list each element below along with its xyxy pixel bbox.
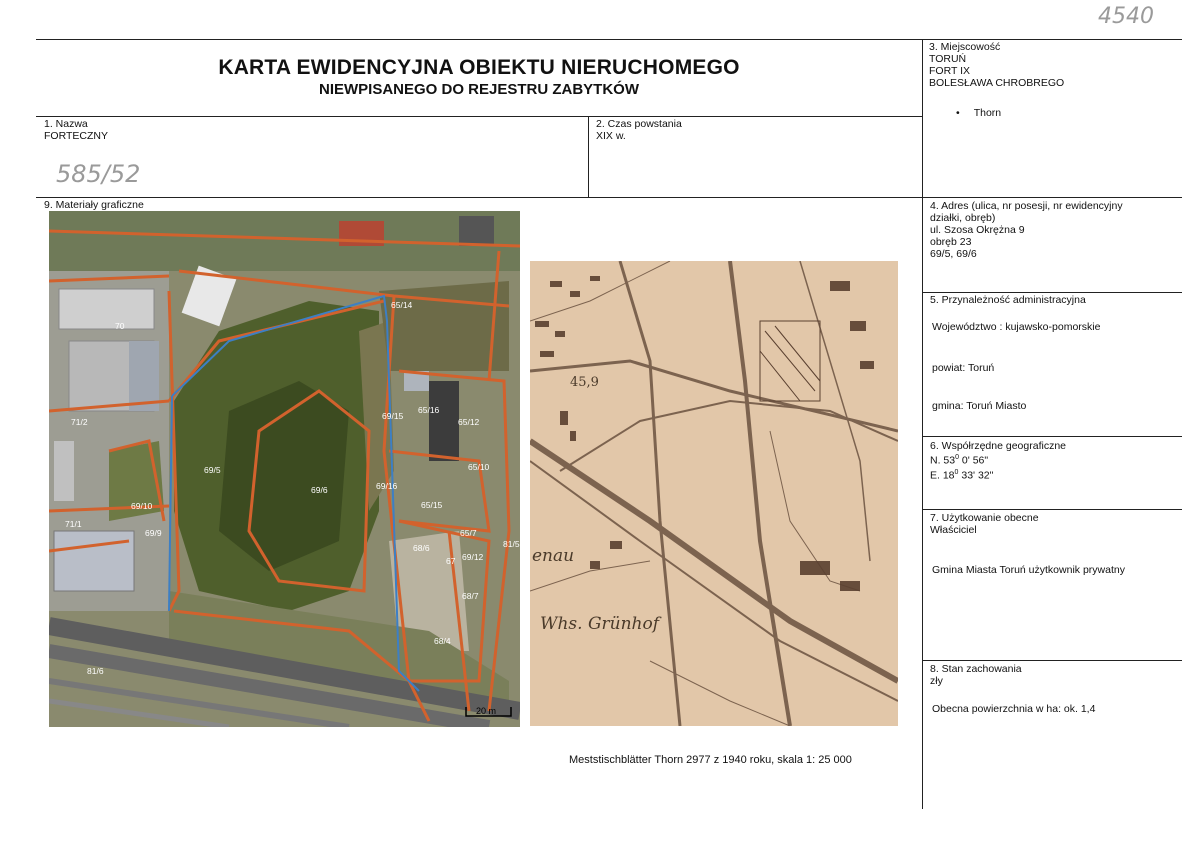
parcel-label: 69/6 [311, 485, 328, 495]
field-graphic-materials-label: 9. Materiały graficzne [44, 199, 144, 211]
field-locality-line: BOLESŁAWA CHROBREGO [929, 77, 1065, 89]
field-address [930, 200, 1123, 260]
field-longitude: E. $18^0$ 33' 32" [930, 468, 994, 481]
field-county: powiat: Toruń [932, 362, 995, 374]
handwritten-reference: 585/52 [56, 160, 141, 188]
parcel-label: 70 [115, 321, 125, 331]
field-coordinates-label: 6. Współrzędne geograficzne [930, 440, 1066, 452]
field-condition [930, 663, 1022, 687]
parcel-label: 71/1 [65, 519, 82, 529]
field-condition-value: zły [930, 675, 943, 687]
field-condition-label: 8. Stan zachowania [930, 663, 1022, 675]
parcel-label: 65/15 [421, 500, 443, 510]
parcel-label: 69/10 [131, 501, 153, 511]
field-locality-bullet: • Thorn [956, 107, 1002, 119]
field-locality-line: TORUŃ [929, 53, 967, 65]
form-line-field4-bottom [922, 292, 1182, 293]
field-commune: gmina: Toruń Miasto [932, 400, 1027, 412]
card-title: KARTA EWIDENCYJNA OBIEKTU NIERUCHOMEGO [218, 56, 740, 79]
field-date-created [596, 118, 682, 142]
form-line-header-bottom [36, 116, 922, 117]
field-address-district: obręb 23 [930, 236, 972, 248]
bullet-icon: • [956, 107, 960, 119]
field-locality [929, 41, 1064, 89]
parcel-label: 69/12 [462, 552, 484, 562]
field-current-use [930, 512, 1039, 536]
parcel-label: 81/5 [503, 539, 520, 549]
field-locality-label: 3. Miejscowość [929, 41, 1001, 53]
form-line-field5-bottom [922, 436, 1182, 437]
parcel-label: 69/15 [382, 411, 404, 421]
card-subtitle: NIEWPISANEGO DO REJESTRU ZABYTKÓW [318, 81, 640, 98]
field-name [44, 118, 108, 142]
field-voivodeship: Województwo : kujawsko-pomorskie [932, 321, 1101, 333]
historic-topographic-map [530, 261, 898, 726]
parcel-label: 65/7 [460, 528, 477, 538]
aerial-orthophoto-map [49, 211, 520, 727]
handwritten-stamp-number: 4540 [1098, 4, 1154, 29]
field-locality-line: FORT IX [929, 65, 971, 77]
form-right-column-divider [922, 39, 923, 809]
map-label-grunhof: Whs. Grünhof [540, 614, 660, 634]
parcel-label: 69/16 [376, 481, 398, 491]
field-address-label-cont: działki, obręb) [930, 212, 996, 224]
parcel-label: 65/14 [391, 300, 413, 310]
parcel-label: 68/7 [462, 591, 479, 601]
field-address-label: 4. Adres (ulica, nr posesji, nr ewidencyjny [930, 200, 1123, 212]
field-area: Obecna powierzchnia w ha: ok. 1,4 [932, 703, 1096, 715]
field-date-value: XIX w. [596, 130, 626, 142]
field-address-street: ul. Szosa Okrężna 9 [930, 224, 1025, 236]
parcel-label: 65/10 [468, 462, 490, 472]
field-coordinates [930, 440, 1066, 481]
field-name-value: FORTECZNY [44, 130, 108, 142]
form-line-field7-bottom [922, 660, 1182, 661]
parcel-label: 69/9 [145, 528, 162, 538]
form-top-border [36, 39, 1182, 40]
field-owner-label: Właściciel [930, 524, 977, 536]
scale-bar-label: 20 m [476, 706, 497, 716]
field-date-label: 2. Czas powstania [596, 118, 682, 130]
parcel-label: 81/6 [87, 666, 104, 676]
parcel-label: 65/12 [458, 417, 480, 427]
field-latitude: N. $53^0$ 0' 56" [930, 454, 989, 467]
historic-map-caption: Meststischblätter Thorn 2977 z 1940 roku, skala 1: 25 000 [569, 754, 852, 766]
parcel-label: 71/2 [71, 417, 88, 427]
parcel-label: 68/4 [434, 636, 451, 646]
map-label-elevation: 45,9 [570, 375, 599, 390]
form-line-field6-bottom [922, 509, 1182, 510]
field-address-parcels: 69/5, 69/6 [930, 248, 977, 260]
form-name-date-divider [588, 116, 589, 198]
field-administrative-label: 5. Przynależność administracyjna [930, 294, 1086, 306]
parcel-label: 65/16 [418, 405, 440, 415]
field-current-use-label: 7. Użytkowanie obecne [930, 512, 1039, 524]
map-label-enau: enau [532, 546, 575, 566]
form-line-name-bottom [36, 197, 1182, 198]
field-owner-value: Gmina Miasta Toruń użytkownik prywatny [932, 564, 1125, 576]
parcel-label: 69/5 [204, 465, 221, 475]
parcel-label: 68/6 [413, 543, 430, 553]
field-name-label: 1. Nazwa [44, 118, 88, 130]
parcel-label: 67 [446, 556, 456, 566]
